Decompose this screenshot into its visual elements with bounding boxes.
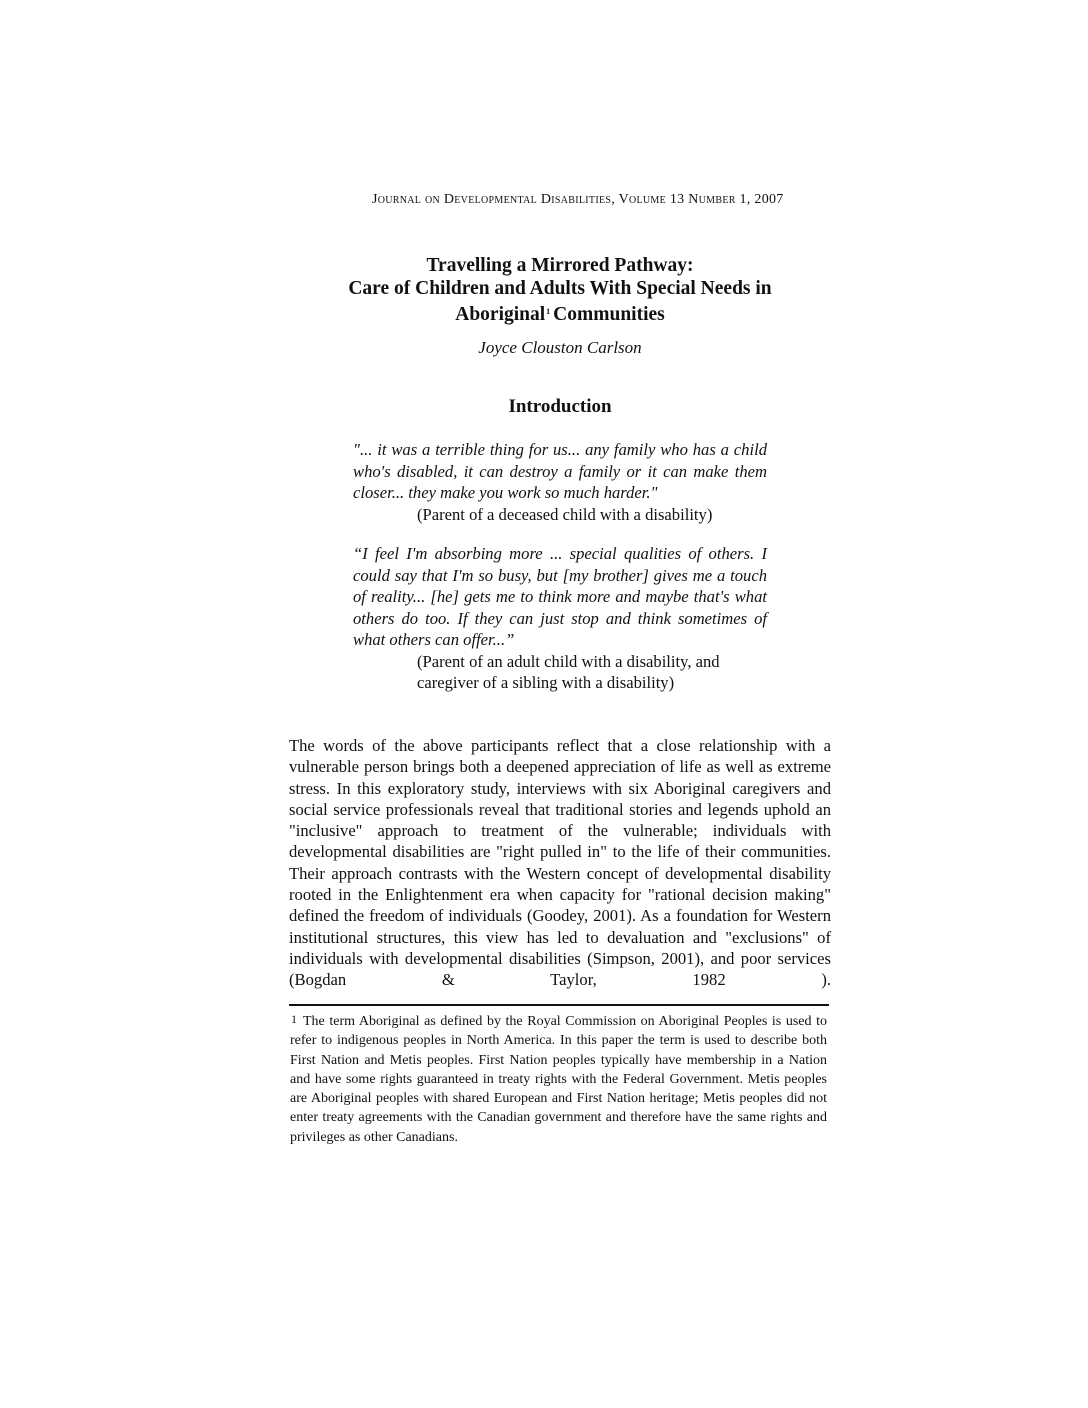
title-word-aboriginal: Aboriginal [455,304,546,325]
body-paragraph: The words of the above participants reflect that a close relationship with a vulnerable person brings both a deepened appreciation of life as well as extreme stress. In this exploratory study, interviews with six Aboriginal caregivers and social service professionals reveal that traditional stories and legends uphold an "inclusive" approach to treatment of the vulnerable; individuals with developmental disabilities are "right pulled in" to the life of their communities. Their approach contrasts with the Western concept of developmental disability rooted in the Enlightenment era when capacity for "rational decision making" defined the freedom of individuals (Goodey, 2001). As a foundation for Western institutional structures, this view has led to devaluation and "exclusions" of individuals with developmental disabilities (Simpson, 2001), and poor services (Bogdan & Taylor, 1982 ). [289,736,831,990]
footnote [290,1010,827,1147]
quote-1-text: "... it was a terrible thing for us... any family who has a child who's disabled, it can destroy a family or it can make them closer... they make you work so much harder." [353,440,767,502]
epigraph-quote-1 [353,439,767,525]
footnote-text: The term Aboriginal as defined by the Royal Commission on Aboriginal Peoples is used to refer to indigenous peoples in North America. In this paper the term is used to describe both First Nation and Metis peoples. First Nation peoples typically have membership in a Nation and have some rights guaranteed in treaty rights with the Federal Government. Metis peoples are Aboriginal peoples with shared European and First Nation heritage; Metis peoples did not enter treaty agreements with the Canadian government and therefore have the same rights and privileges as other Canadians. [290,1014,827,1145]
footnote-marker: 1 [291,1012,297,1026]
epigraph-quote-2 [353,543,767,694]
footnote-divider [289,1004,829,1006]
title-footnote-ref[interactable]: 1 [546,307,551,316]
quote-1-attribution: (Parent of a deceased child with a disability) [417,504,713,524]
section-heading-introduction: Introduction [508,396,612,417]
title-line-3 [290,300,830,326]
paper-title [290,254,830,326]
running-head [372,192,832,208]
quote-2-attribution: (Parent of an adult child with a disability, and caregiver of a sibling with a disability) [417,651,720,692]
title-line-1: Travelling a Mirrored Pathway: [426,255,694,276]
running-head-text: Journal on Developmental Disabilities, Volume 13 Number 1, 2007 [372,192,784,207]
author-name: Joyce Clouston Carlson [478,338,642,357]
quote-2-text: “I feel I'm absorbing more ... special qualities of others. I could say that I'm so busy, but [my brother] gives me a touch of reality... [he] gets me to think more and maybe that's what others do too. If they can just stop and think sometimes of what others can offer...” [353,544,767,649]
title-line-2: Care of Children and Adults With Special Needs in [348,278,772,299]
title-word-communities: Communities [553,304,665,325]
